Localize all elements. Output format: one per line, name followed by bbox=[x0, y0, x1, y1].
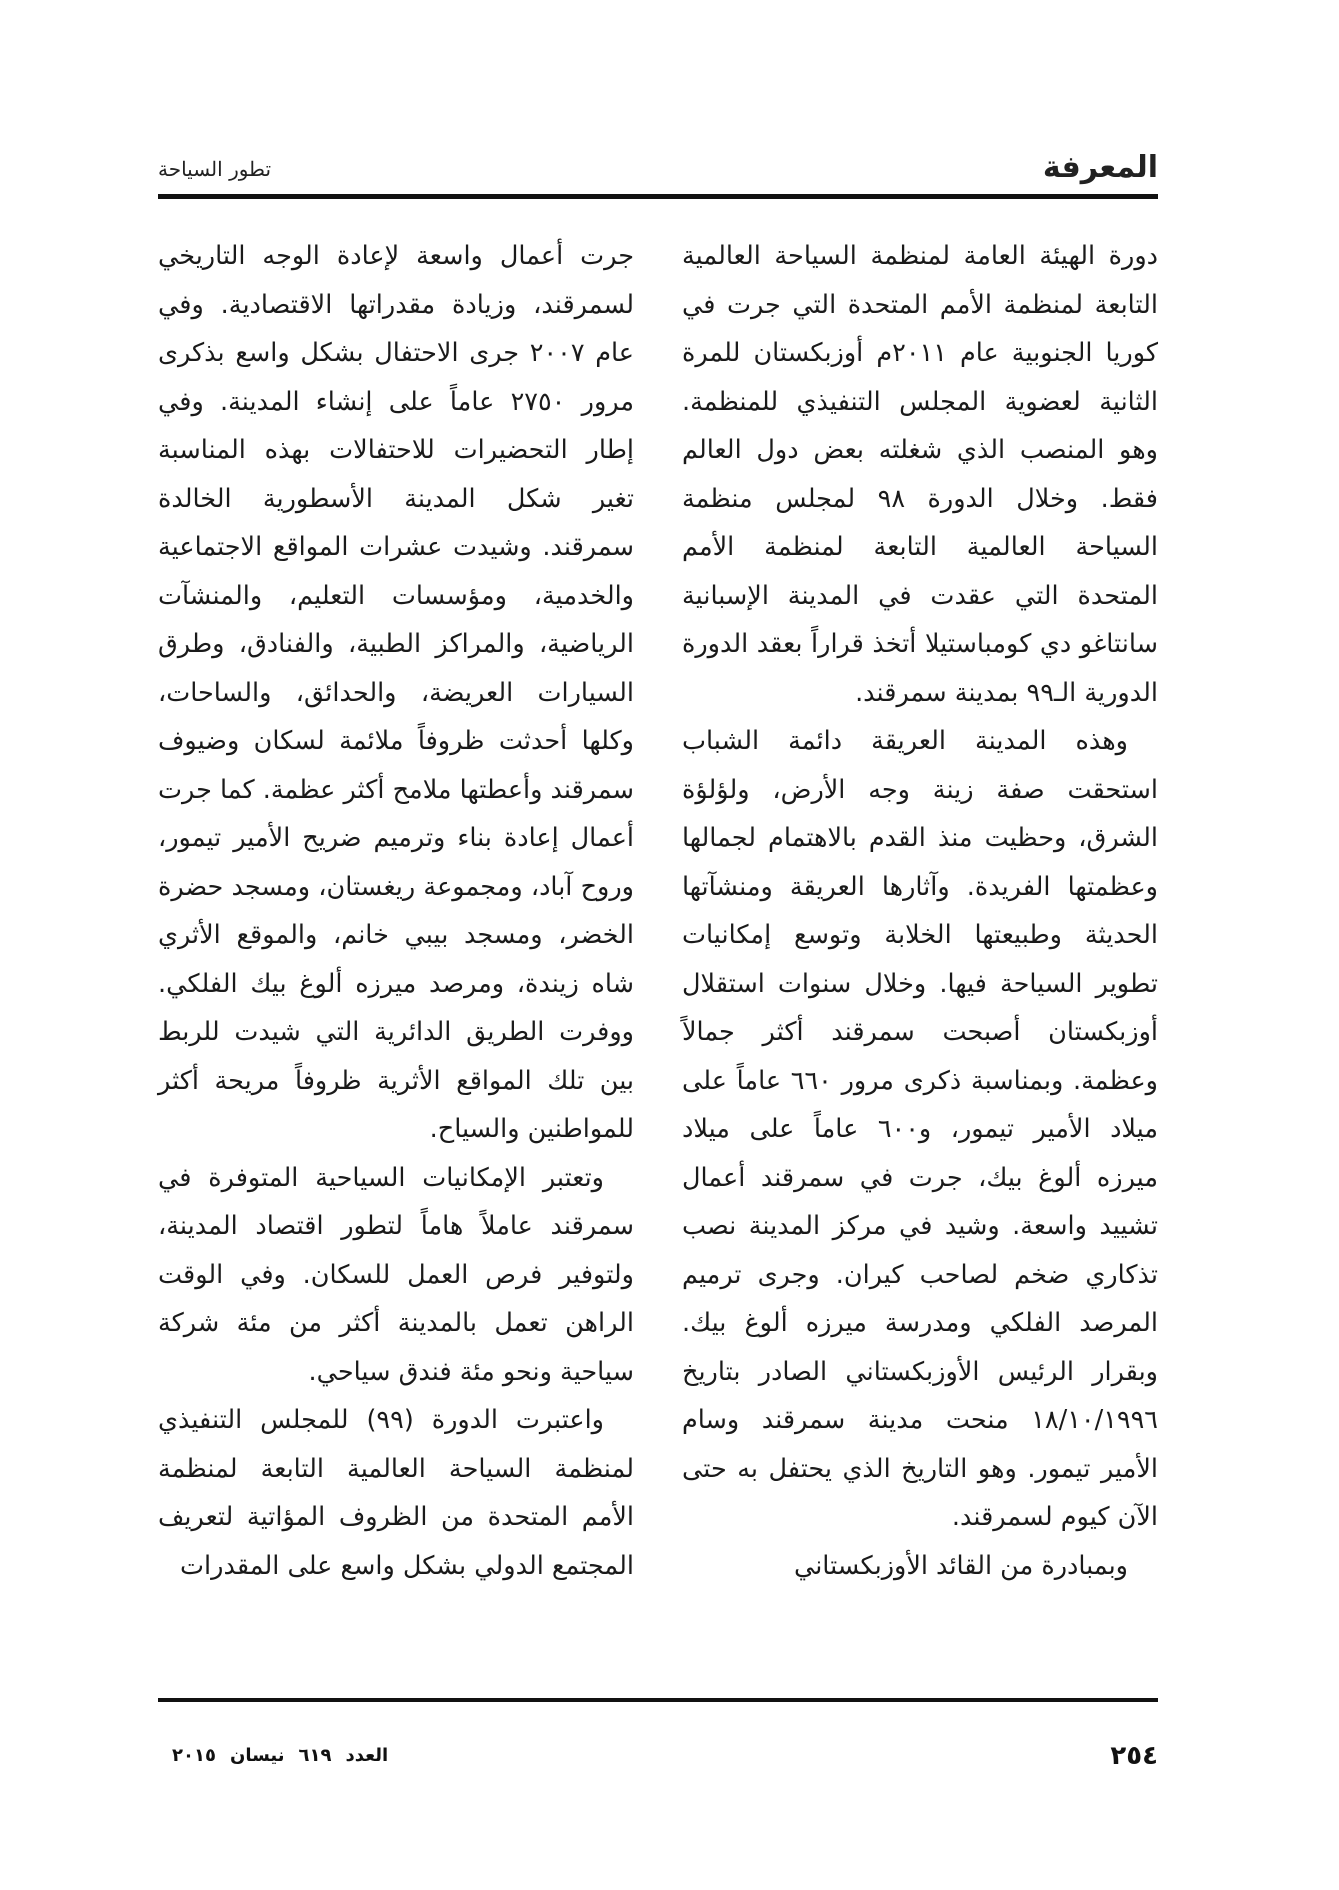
paragraph: دورة الهيئة العامة لمنظمة السياحة العالمية التابعة لمنظمة الأمم المتحدة التي جرت في كوريا الجنوبية عام ٢٠١١م أوزبكستان للمرة الثانية لعضوية المجلس التنفيذي للمنظمة. وهو المنصب الذي شغلته بعض دول العالم فقط. وخلال الدورة ٩٨ لمجلس منظمة السياحة العالمية التابعة لمنظمة الأمم المتحدة التي عقدت في المدينة الإسبانية سانتاغو دي كومباستيلا أتخذ قراراً بعقد الدورة الدورية الـ٩٩ بمدينة سمرقند. bbox=[682, 241, 1159, 708]
issue-month: نيسان bbox=[229, 1745, 285, 1766]
header-divider bbox=[158, 194, 1158, 199]
issue-label: العدد bbox=[345, 1745, 389, 1766]
issue-info bbox=[158, 1742, 388, 1770]
article-column-left bbox=[158, 232, 634, 1590]
magazine-logo: المعرفة bbox=[1042, 150, 1158, 185]
page-number: ٢٥٤ bbox=[1110, 1741, 1158, 1771]
article-column-right bbox=[682, 232, 1158, 1590]
paragraph: جرت أعمال واسعة لإعادة الوجه التاريخي لسمرقند، وزيادة مقدراتها الاقتصادية. وفي عام ٢٠٠٧ جرى الاحتفال بشكل واسع بذكرى مرور ٢٧٥٠ عاماً على إنشاء المدينة. وفي إطار التحضيرات للاحتفالات بهذه المناسبة تغير شكل المدينة الأسطورية الخالدة سمرقند. وشيدت عشرات المواقع الاجتماعية والخدمية، ومؤسسات التعليم، والمنشآت الرياضية، والمراكز الطبية، والفنادق، وطرق السيارات العريضة، والحدائق، والساحات، وكلها أحدثت ظروفاً ملائمة لسكان وضيوف سمرقند وأعطتها ملامح أكثر عظمة. كما جرت أعمال إعادة بناء وترميم ضريح الأمير تيمور، وروح آباد، ومجموعة ريغستان، ومسجد حضرة الخضر، ومسجد بيبي خانم، والموقع الأثري شاه زيندة، ومرصد ميرزه ألوغ بيك الفلكي. ووفرت الطريق الدائرية التي شيدت للربط بين تلك المواقع الأثرية ظروفاً مريحة أكثر للمواطنين والسياح. bbox=[158, 241, 634, 1144]
issue-year: ٢٠١٥ bbox=[172, 1745, 216, 1766]
issue-number: ٦١٩ bbox=[298, 1745, 332, 1766]
paragraph: وتعتبر الإمكانيات السياحية المتوفرة في سمرقند عاملاً هاماً لتطور اقتصاد المدينة، ولتوفير فرص العمل للسكان. وفي الوقت الراهن تعمل بالمدينة أكثر من مئة شركة سياحية ونحو مئة فندق سياحي. bbox=[158, 1162, 634, 1387]
paragraph: وهذه المدينة العريقة دائمة الشباب استحقت صفة زينة وجه الأرض، ولؤلؤة الشرق، وحظيت منذ القدم بالاهتمام لجمالها وعظمتها الفريدة. وآثارها العريقة ومنشآتها الحديثة وطبيعتها الخلابة وتوسع إمكانيات تطوير السياحة فيها. وخلال سنوات استقلال أوزبكستان أصبحت سمرقند أكثر جمالاً وعظمة. وبمناسبة ذكرى مرور ٦٦٠ عاماً على ميلاد الأمير تيمور، و٦٠٠ عاماً على ميلاد ميرزه ألوغ بيك، جرت في سمرقند أعمال تشييد واسعة. وشيد في مركز المدينة نصب تذكاري ضخم لصاحب كيران. وجرى ترميم المرصد الفلكي ومدرسة ميرزه ألوغ بيك. وبقرار الرئيس الأوزبكستاني الصادر بتاريخ ١٨/١٠/١٩٩٦ منحت مدينة سمرقند وسام الأمير تيمور. وهو التاريخ الذي يحتفل به حتى الآن كيوم لسمرقند. bbox=[682, 726, 1158, 1532]
section-title: تطور السياحة bbox=[158, 157, 272, 181]
page-footer bbox=[158, 1738, 1158, 1778]
paragraph: وبمبادرة من القائد الأوزبكستاني bbox=[793, 1550, 1128, 1581]
footer-divider bbox=[158, 1698, 1158, 1702]
paragraph: واعتبرت الدورة (٩٩) للمجلس التنفيذي لمنظمة السياحة العالمية التابعة لمنظمة الأمم المتحدة من الظروف المؤاتية لتعريف المجتمع الدولي بشكل واسع على المقدرات bbox=[158, 1405, 634, 1581]
page-header bbox=[158, 150, 1158, 190]
